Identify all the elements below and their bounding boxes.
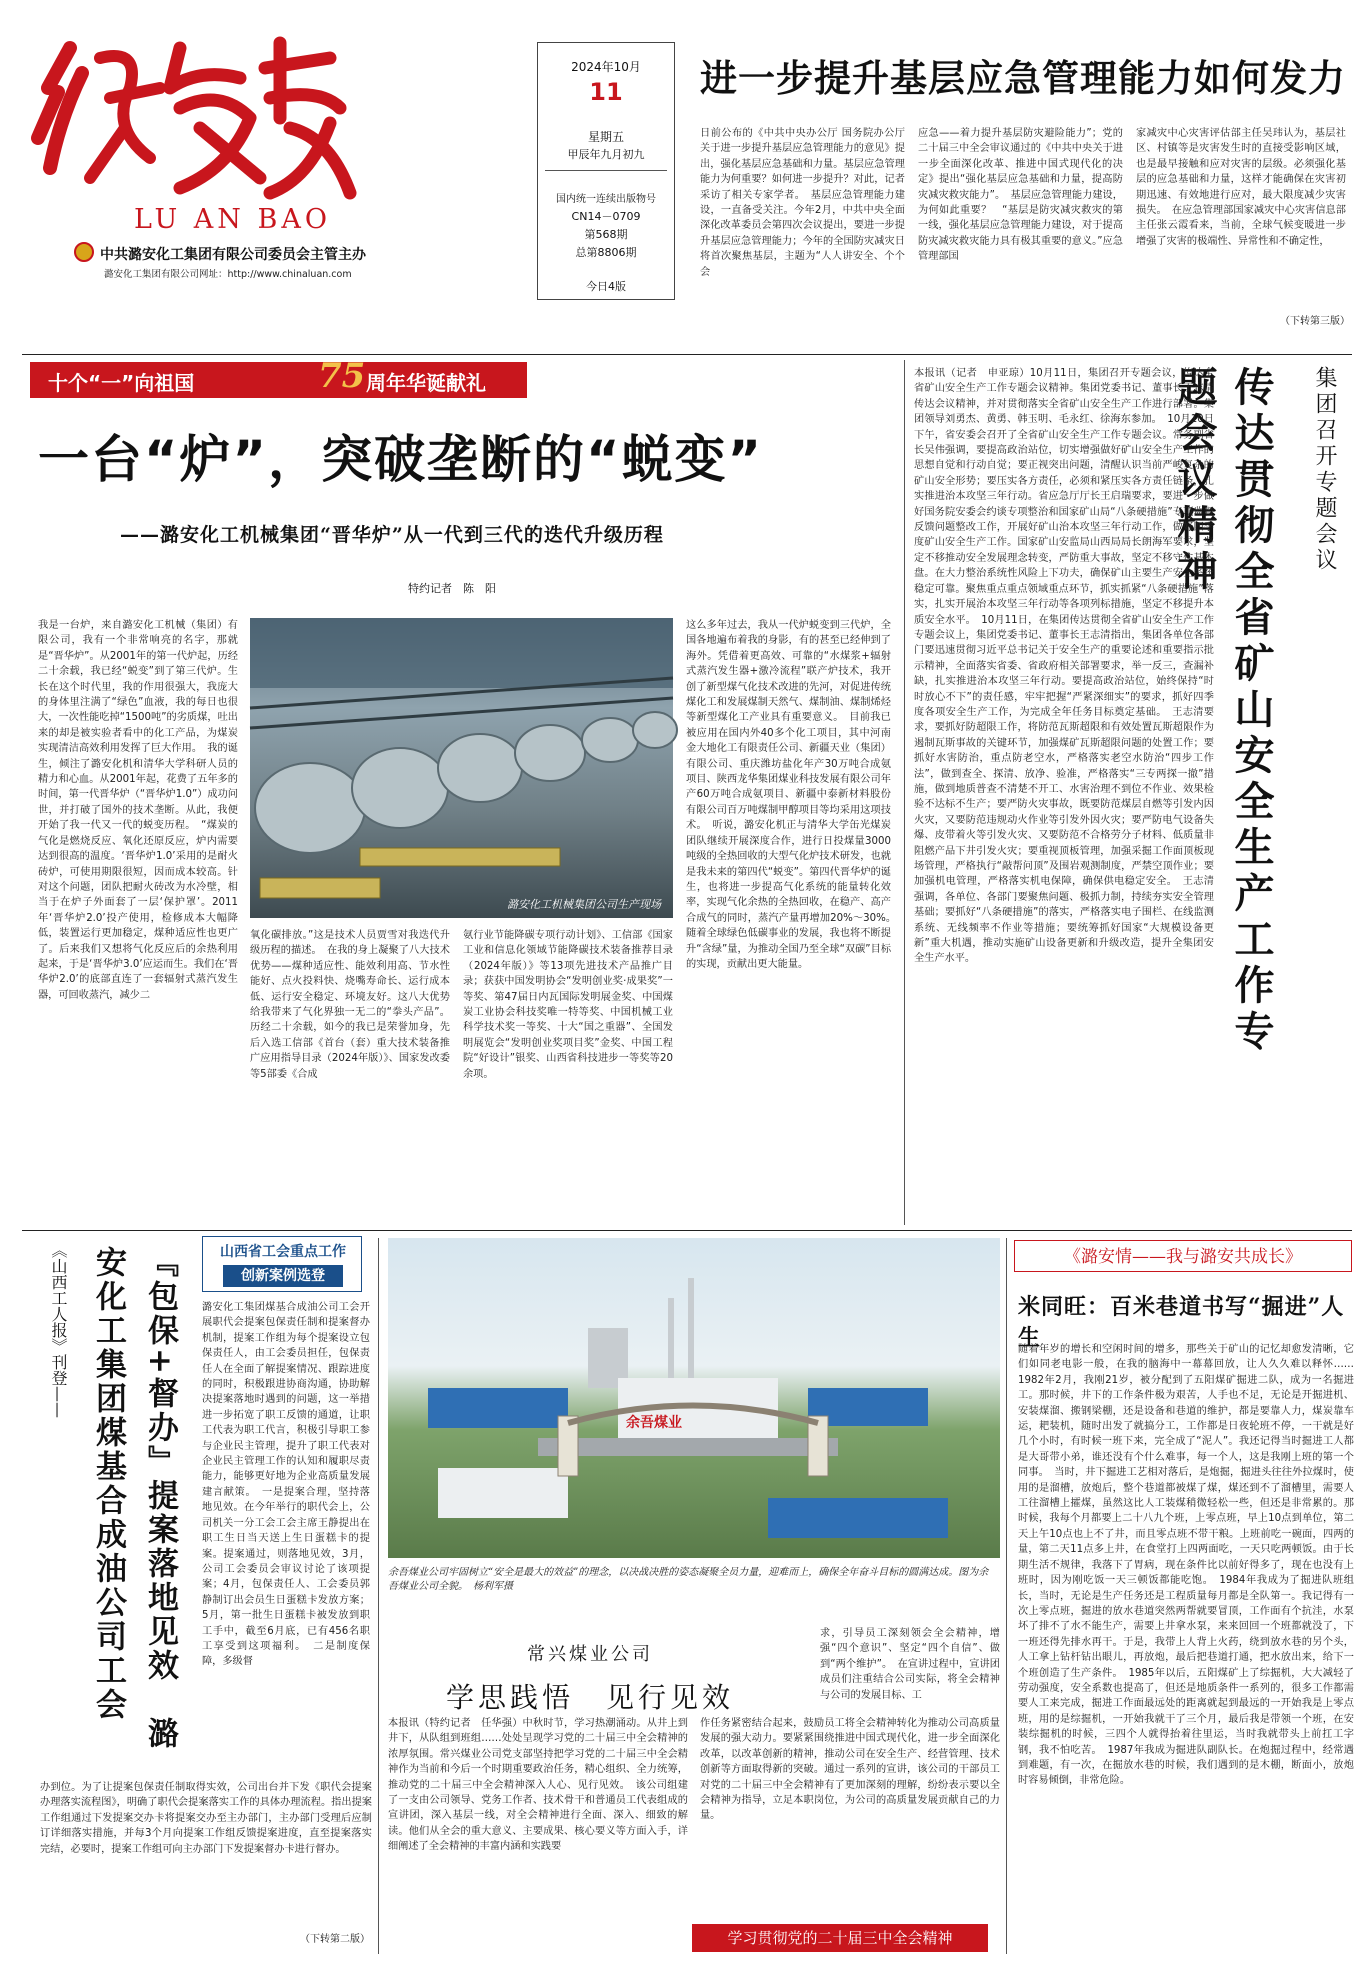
lead-article-col3: 氨行业节能降碳专项行动计划》、工信部《国家工业和信息化领域节能降碳技术装备推荐目录（2024年版）》等13项先进技术产品推广目录；获获中国发明协会“发明创业奖·成果奖”一等奖、第47届日内瓦国际发明展金奖、中国煤炭工业协会科技奖唯一特等奖、中国机械工业科学技术奖一等奖、十大“国之重器”、全国发明展览会“发明创业奖项目奖”金奖、中国工程院“好设计”银奖、山西省科技进步一等奖等20余项。 — [463, 930, 673, 1080]
lead-article-title: 一台“炉”，突破垄断的“蜕变” — [38, 431, 764, 490]
top-article-col3: 家减灾中心灾害评估部主任吴玮认为，基层社区、村镇等是灾害发生时的直接受影响区域，也是最早接触和应对灾害的层级。必须强化基层的应急基础和力量，这样才能确保在灾害初期迅速、有效地进行应对，最大限度减少灾害损失。 在应急管理部国家减灾中心灾害信息部主任张云霞看来，当前，全球气候变暖进一步增强了灾害的极端性、异常性和不确定性， — [1136, 128, 1346, 247]
middle-divider — [22, 1230, 1352, 1231]
lead-photo-caption: 潞安化工机械集团公司生产现场 — [507, 898, 661, 911]
memoir-column-tag: 《潞安情——我与潞安共成长》 — [1014, 1240, 1352, 1272]
changxing-title: 学思践悟 见行见效 — [445, 1681, 734, 1714]
newspaper-logo — [30, 28, 370, 208]
right-article-title: 传达贯彻全省矿山安全生产工作专题会议精神 — [1171, 366, 1275, 1056]
issue-serial-label: 国内统一连续出版物号 — [556, 194, 656, 205]
masthead — [22, 18, 534, 280]
bottom-divider-2 — [1006, 1238, 1007, 1954]
top-article-col1: 日前公布的《中共中央办公厅 国务院办公厅关于进一步提升基层应急管理能力的意见》提出，强化基层应急基础和力量。基层应急管理能力为何重要？如何进一步提升？对此，记者采访了相关专家学者。 基层应急管理能力建设，一直备受关注。今年2月，中共中央全面深化改革委员会第四次会议提出，要进一步提升基层应急管理能力；今年的全国防灾减灾日将首次聚焦基层，主题为“人人讲安全、个个会 — [700, 128, 905, 278]
banner-left-text: 十个“一”向祖国 — [48, 371, 195, 395]
bottom-left-body1: 潞安化工集团煤基合成油公司工会开展职代会提案包保责任制和提案督办机制，提案工作组为每个提案设立包保责任人，由工会委员担任，包保责任人在全面了解提案情况、跟踪进度的同时，积极跟进协商沟通，协助解决提案落地时遇到的问题，这一举措进一步拓宽了职工反馈的通道，让职工代表为职工代言，积极引导职工参与企业民主管理，提升了职工代表对企业民主管理工作的认知和履职尽责能力，能够更好地为企业高质量发展建言献策。 一是提案合理，坚持落地见效。在今年举行的职代会上，公司机关一分工会工会主席王静提出在职工生日当天送上生日蛋糕卡的提案。提案通过，则落地见效，3月，公司工会委员会审议讨论了该项提案；4月，包保责任人、工会委员郭静制订出会员生日蛋糕卡发放方案；5月，第一批生日蛋糕卡被发放到职工手中，截至6月底，已有456名职工享受到这项福利。 二是制度保障，多级督 — [202, 1302, 370, 1668]
union-tag — [202, 1236, 362, 1292]
changxing-col2: 作任务紧密结合起来，鼓励员工将全会精神转化为推动公司高质量发展的强大动力。要紧紧围绕推进中国式现代化，进一步全面深化改革，以改革创新的精神，推动公司在安全生产、经营管理、技术创新等方面取得新的突破。通过一系列的宣讲，该公司的干部员工对党的二十届三中全会精神有了更加深刻的理解，纷纷表示要以全会精神为指导，立足本职岗位，为公司的高质量发展贡献自己的力量。 — [700, 1718, 1000, 1822]
issue-date: 2024年10月 — [571, 60, 641, 74]
photo-gate-sign: 余吾煤业 — [626, 1415, 682, 1431]
changxing-col1: 本报讯（特约记者 任华强）中秋时节，学习热潮涌动。从井上到井下，从队组到班组……处处呈现学习党的二十届三中全会精神的浓厚氛围。常兴煤业公司党支部坚持把学习党的二十届三中全会精神作为当前和今后一个时期重要政治任务，精心组织、全力统筹，推动党的二十届三中全会精神深入人心、见行见效。 该公司组建了一支由公司领导、党务工作者、技术骨干和普通员工代表组成的宣讲团，深入基层一线，对全会精神进行全面、深入、细致的解读。他们从全会的重大意义、主要成果、核心要义等方面入手，详细阐述了全会精神的丰富内涵和实践要 — [388, 1718, 688, 1853]
issue-pages: 今日4版 — [586, 280, 626, 293]
issue-divider — [545, 170, 667, 171]
yuwu-photo-caption: 余吾煤业公司牢固树立“安全是最大的效益”的理念，以决战决胜的姿态凝聚全员力量，迎难而上，确保全年奋斗目标的圆满达成。图为余吾煤业公司全貌。 杨利军摄 — [388, 1567, 989, 1592]
memoir-title: 米同旺：百米巷道书写“掘进”人生 — [1018, 1294, 1345, 1351]
party-emblem-icon — [74, 242, 94, 262]
bottom-left-source: 《山西工人报》刊登—— — [49, 1242, 68, 1418]
issue-total: 总第8806期 — [575, 246, 637, 259]
top-article-title: 进一步提升基层应急管理能力如何发力 — [700, 57, 1346, 100]
union-tag-line2: 创新案例选登 — [223, 1265, 343, 1287]
union-tag-line1: 山西省工会重点工作 — [220, 1244, 346, 1260]
website-line: 潞安化工集团有限公司网址：http://www.chinaluan.com — [104, 269, 352, 280]
issue-day: 11 — [589, 78, 623, 106]
changxing-kicker: 常兴煤业公司 — [527, 1644, 653, 1665]
lead-article-col1: 我是一台炉，来自潞安化工机械（集团）有限公司，我有一个非常响亮的名字，那就是“晋华炉”。从2001年的第一代炉起，历经二十余载，我已经“蜕变”到了第三代炉。生长在这个时代里，我的作用很强大，我庞大的身体里注满了“绿色”血液，我的每日也很大，一次性能吃掉“1500吨”的劣质煤，吐出来的却是被实验者看中的化工产品，为煤炭实现清洁高效利用发挥了巨大作用。 我的诞生，倾注了潞安化机和清华大学科研人员的精力和心血。从2001年起，花费了五年多的时间，第一代晋华炉（“晋华炉1.0”）成功问世，并打破了国外的技术垄断。从此，我便开始了我一代又一代的蜕变历程。 “煤炭的气化是燃烧反应、氧化还原反应，炉内需要达到很高的温度。‘晋华炉1.0’采用的是耐火砖炉，可使用期限很短，因而成本较高。针对这个问题，团队把耐火砖改为水冷壁，相当于在炉子外面套了一层‘保护罩’。2011年‘晋华炉2.0’投产使用，检修成本大幅降低，装置运行更加稳定，煤种适应性也更广了。后来我们又想将气化反应后的余热利用起来，于是‘晋华炉3.0’应运而生。我们在‘晋华炉2.0’的底部直连了一套辐射式蒸汽发生器，可回收蒸汽，减少二 — [38, 620, 238, 1001]
bottom-divider-1 — [378, 1238, 379, 1954]
lead-article-col4: 这么多年过去，我从一代炉蜕变到三代炉，全国各地遍布着我的身影，有的甚至已经伸到了海外。凭借着更高效、可靠的“水煤浆+辐射式蒸汽发生器+激冷流程”联产炉技术，我开创了新型煤气化技术改进的先河，对促进传统煤化工和发展煤制天然气、煤制油、煤制烯烃等新型煤化工产业具有重要意义。 目前我已被应用在国内外40多个化工项目，其中河南金大地化工有限责任公司、新疆天业（集团）有限公司、重庆潍坊盐化年产30万吨合成氨项目、陕西龙华集团煤业科技发展有限公司年产60万吨合成氨项目、新疆中泰新材料股份有限公司百万吨煤制甲醇项目等均采用这项技术。 听说，潞安化机正与清华大学缶光煤炭团队继续开展深度合作，进行日投煤量3000吨级的全热回收的大型气化炉技术研发，也就是我未来的第四代“蜕变”。第四代晋华炉的诞生，也将进一步提高气化系统的能量转化效率，实现气化余热的全热回收，在稳产、高产合成气的同时，蒸汽产量再增加20%～30%。 随着全球绿色低碳事业的发展，我也将不断提升“含绿”量，为推动全国乃至全球“双碳”目标的实现，贡献出更大能量。 — [686, 620, 902, 970]
issue-serial: CN14－0709 — [571, 210, 641, 223]
issue-number: 第568期 — [584, 228, 628, 241]
sponsor-line: 中共潞安化工集团有限公司委员会主管主办 — [100, 247, 366, 263]
lead-article-col2: 氧化碳排放。”这是技术人员贾雪对我迭代升级历程的描述。 在我的身上凝聚了八大技术优势——煤种适应性、能效利用高、节水性能好、点火投料快、烧嘴寿命长、运行成本低、运行安全稳定、环境友好。这八大优势给我带来了气化界独一无二的“拳头产品”。历经二十余载，如今的我已是荣誉加身，先后入选工信部《首台（套）重大技术装备推广应用指导目录（2024年版）》、国家发改委等5部委《合成 — [250, 930, 450, 1080]
section-banner — [30, 356, 527, 398]
lead-article-byline: 特约记者 陈 阳 — [408, 582, 496, 595]
logo-pinyin: LU AN BAO — [134, 204, 331, 235]
bottom-left-body2: 办到位。为了让提案包保责任制取得实效，公司出台并下发《职代会提案办理落实流程图》，明确了职代会提案落实工作的具体办理流程。指出提案工作组通过下发提案交办卡将提案交办至主办部门，主办部门受理后应制订详细落实措施，并每3个月向提案工作组反馈提案进度，直至提案落实完结，必要时，提案工作组可向主办部门下发提案督办卡进行督办。 — [40, 1782, 372, 1855]
issue-lunar: 甲辰年九月初九 — [567, 148, 645, 161]
banner-right-text: 周年华诞献礼 — [366, 371, 486, 395]
right-article-body: 本报讯（记者 申亚琼）10月11日，集团召开专题会议，传达全省矿山安全生产工作专题会议精神。集团党委书记、董事长王志清传达会议精神，并对贯彻落实全省矿山安全生产工作进行部署。集团领导刘勇杰、黄勇、韩玉明、毛永红、徐海东参加。 10月10日下午，省安委会召开了全省矿山安全生产工作专题会议。常务副省长吴伟强调，要提高政治站位，切实增强做好矿山安全生产工作的思想自觉和行动自觉；要正视突出问题，清醒认识当前严峻复杂的矿山安全形势；要压实各方责任，必须和紧压实各方责任链条，扎实推进治本攻坚三年行动。省应急厅厅长王启瑞要求，要进一步做好国务院安委会约谈专项整治和国家矿山局“八条硬措施”专项监督反馈问题整改工作，开展好矿山治本攻坚三年行动工作，做好四季度矿山安全生产工作。国家矿山安监局山西局局长朗海军要求，坚定不移推动安全发展理念转变，严防重大事故，坚定不移守住基本盘。在大力整治系统性风险上下功夫，确保矿山主要生产安全系统稳定可靠。聚焦重点重点领域重点环节，抓实抓紧“八条硬措施”落实，扎实开展治本攻坚三年行动等各项列标措施，坚定不移提升本质安全水平。 10月11日，在集团传达贯彻全省矿山安全生产工作专题会议上，集团党委书记、董事长王志清指出，集团各单位各部门要迅速贯彻习近平总书记关于安全生产的重要论述和重要指示批示精神，全面落实省委、省政府相关部署要求，举一反三，查漏补缺，扎实推进治本攻坚三年行动。要提高政治站位，始终保持“时时放心不下”的责任感，牢牢把握“严紧深细实”的要求，抓好四季度各项安全生产工作，为完成全年任务目标奠定基础。 王志清要求，要抓好防超限工作，将防范瓦斯超限和有效处置瓦斯超限作为遏制瓦斯事故的关键环节，加强煤矿瓦斯超限问题的处置工作；要抓好水害防治，重点防老空水，严格落实老空水防治“四步工作法”，做到查全、探清、放净、验准，严格落实“三专两探一撤”措施，做到地质普查不清楚不开工、水害治理不到位不作业、效果检验不达标不生产；要严防火灾事故，既要防范煤层自燃等引发内因火灾，又要防范违规动火作业等引发外因火灾；要严防电气设备失爆、皮带着火等引发火灾、又要防范不合格劳分子材料、低质量非阻燃产品下井引发火灾；要重视顶板管理，加强采掘工作面顶板现场管理，严格执行“敲帮问顶”及围岩观测制度，严禁空顶作业；要加强机电管理，严格落实机电保障，确保供电稳定安全。 王志清强调，各单位、各部门要聚焦问题、极抓力制，持续夯实安全管理基础；要抓好“八条硬措施”的落实，严格落实电子围栏、在线监测系统、无线频率不作业等措施；要统筹抓好国家“大规模设备更新”重大机遇，推动实施矿山设备更新和升级改造，提升全集团安全生产水平。 — [914, 368, 1214, 965]
bottom-left-title: 『包保+督办』提案落地见效 潞安化工集团煤基合成油公司工会 — [90, 1246, 178, 1751]
lead-article-subtitle: ——潞安化工机械集团“晋华炉”从一代到三代的迭代升级历程 — [120, 524, 664, 546]
top-article-continued: （下转第三版） — [1280, 316, 1350, 327]
memoir-body: 随着年岁的增长和空闲时间的增多，那些关于矿山的记忆却愈发清晰，它们如同老电影一般，在我的脑海中一幕幕回放，让人久久难以释怀……1982年2月，我刚21岁，被分配到了五阳煤矿掘进二队，成为一名掘进工。那时候，井下的工作条件极为艰苦，人手也不足，无论是开掘进机、安装煤溜、搬钢梁棚，还是设备和巷道的维护，都是要靠人力，煤炭靠车运，耙装机，随时出发了就搞分工，工作都是日夜轮班不停，一干就是好几个小时，有时候一班下来，完全成了“泥人”。我还记得当时掘进工人都是大哥带小弟，谁还没有个什么难事，每一个人，这是我刚上班的第一个同事。 当时，井下掘进工艺相对落后，是炮掘，掘进头往往外拉煤时，使用的是溜槽，放炮后，整个巷道都被煤了煤，煤还到不了溜槽里，需要人工往溜槽上攉煤，虽然这比人工装煤稍微轻松一些，但还是非常累的。那时候，我每个月都要上二十八九个班，上零点班，早上10点到单位，第二天上午10点也上不了井，而且零点班不带干粮。上班前吃一碗面，四两的量，第二天11点多上井，在食堂打上四两面吃，一天只吃两顿饭。由于长期生活不规律，我落下了胃病，现在条件比以前好得多了，现在也没有上班时，因为刚吃饭一天三顿饭都能吃饱。 1984年我成为了掘进队班组长，当时，无论是生产任务还是工程质量每月都是全队第一。我记得有一次上零点班，掘进的放水巷道突然两帮就要冒顶，工作面有个抗洼，水泵坏了排不了水不能生产，需要上井拿水泵，来来回回一个班都就没了，下一班还得先排水再干。于是，我带上人背上火药，绕到放水巷的另个头，人工拿上钻杆钻出眼儿，再放炮，最后把巷道打通，把水放出来，给下一个班创造了生产条件。 1985年以后，五阳煤矿上了综掘机，大大减轻了劳动强度，安全系数也提高了，但还是地质条件一系列的，很多工作都需要人工来完成，掘进工作面最远处的距离就起到最远的一开始我是上零点班，用的是综掘机，一开始我就干了三个月，最后我是带领一个班，在安装综掘机的时候，三四个人就得抬着往里运，当时我就带头上前扛工字钢，我不怕吃苦。 1987年我成为掘进队副队长。在炮掘过程中，经常遇到难题，有一次，在掘放水巷的时候，我们遇到的是木棚，断面小，放炮时容易倾倒，非常危险。 — [1018, 1344, 1354, 1787]
top-article-col2: 应急——着力提升基层防灾避险能力”；党的二十届三中全会审议通过的《中共中央关于进一步全面深化改革、推进中国式现代化的决定》提出“强化基层应急基础和力量，提高防灾减灾救灾能力”。 基层应急管理能力建设，为何如此重要？ “基层是防灾减灾救灾的第一线，强化基层应急管理能力建设，对于提高防灾减灾救灾能力具有极其重要的意义。”应急管理部国 — [918, 128, 1123, 263]
center-vertical-divider — [904, 360, 905, 1225]
changxing-col3: 求，引导员工深刻领会全会精神，增强“四个意识”、坚定“四个自信”、做到“两个维护”。 在宣讲过程中，宣讲团成员们注重结合公司实际，将全会精神与公司的发展目标、工 — [820, 1628, 1000, 1701]
yuwu-coal-photo — [388, 1238, 1000, 1558]
issue-weekday: 星期五 — [587, 130, 624, 144]
top-divider — [22, 354, 1352, 355]
study-banner: 学习贯彻党的二十届三中全会精神 — [692, 1924, 988, 1952]
banner-75-logo: 75 — [318, 356, 366, 396]
bottom-left-continued: （下转第二版） — [300, 1934, 370, 1945]
right-article-kicker: 集团召开专题会议 — [1312, 366, 1337, 574]
lead-photo-boiler-factory — [250, 618, 673, 918]
